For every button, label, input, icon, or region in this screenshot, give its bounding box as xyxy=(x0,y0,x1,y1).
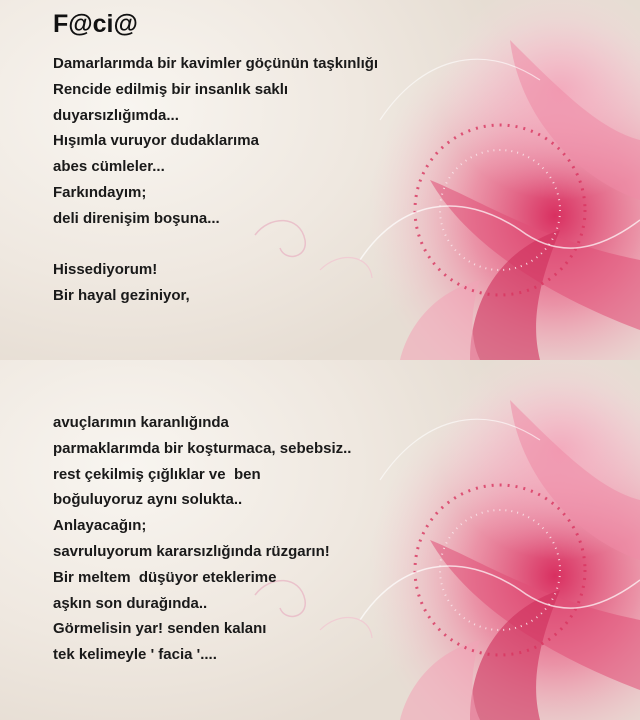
poem-line: Damarlarımda bir kavimler göçünün taşkınlığı xyxy=(53,55,379,72)
poem-line: Görmelisin yar! senden kalanı xyxy=(53,620,267,638)
poem-stanza-top xyxy=(53,51,378,309)
poem-title: F@ci@ xyxy=(53,10,138,38)
poem-line: rest çekilmiş çığlıklar ve ben xyxy=(53,465,261,483)
poem-line: Hışımla vuruyor dudaklarıma xyxy=(53,132,259,150)
poem-line: abes cümleler... xyxy=(53,158,165,176)
poem-stanza-bottom xyxy=(53,410,351,668)
poem-line: Farkındayım; xyxy=(53,183,147,201)
poem-line: avuçlarımın karanlığında xyxy=(53,414,229,431)
poem-line xyxy=(53,232,378,258)
poem-line: aşkın son durağında.. xyxy=(53,594,208,612)
poem-line: parmaklarımda bir koşturmaca, sebebsiz.. xyxy=(53,439,352,457)
poem-line: savruluyorum kararsızlığında rüzgarın! xyxy=(53,542,330,560)
poem-line: Bir hayal geziniyor, xyxy=(53,287,190,305)
poem-line: Rencide edilmiş bir insanlık saklı xyxy=(53,80,289,98)
poem-line: duyarsızlığımda... xyxy=(53,106,179,124)
poem-line: deli direnişim boşuna... xyxy=(53,209,220,227)
poem-line: Bir meltem düşüyor eteklerime xyxy=(53,568,277,586)
poem-line: Anlayacağın; xyxy=(53,517,147,535)
poem-line: tek kelimeyle ' facia '.... xyxy=(53,646,217,664)
poem-line: boğuluyoruz aynı solukta.. xyxy=(53,491,243,509)
poem-line: Hissediyorum! xyxy=(53,261,158,279)
